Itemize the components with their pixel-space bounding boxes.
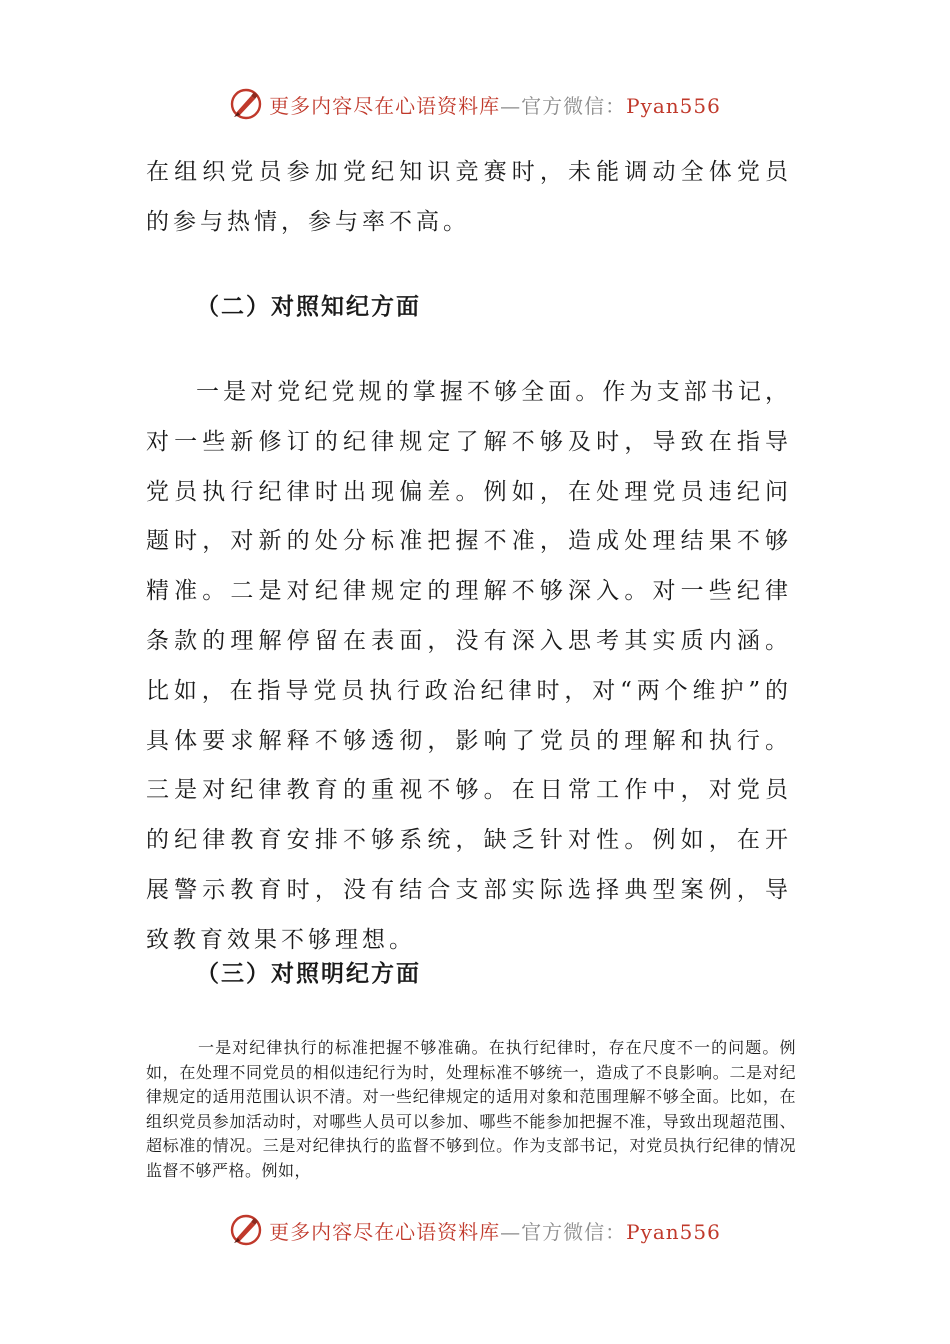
continuation-paragraph: 在组织党员参加党纪知识竞赛时，未能调动全体党员的参与热情，参与率不高。 bbox=[146, 159, 792, 235]
banner-wechat-label: 官方微信： bbox=[521, 1219, 627, 1244]
banner-wechat-label: 官方微信： bbox=[521, 93, 627, 118]
banner-title: 更多内容尽在心语资料库 bbox=[269, 93, 501, 118]
footer-banner bbox=[0, 1208, 950, 1252]
banner-text bbox=[269, 90, 721, 119]
banner-title: 更多内容尽在心语资料库 bbox=[269, 1219, 501, 1244]
section-heading-knowing-discipline: （二）对照知纪方面 bbox=[196, 293, 421, 320]
banner-dash: — bbox=[500, 1219, 522, 1244]
banner-wechat-id: Pyan556 bbox=[626, 93, 721, 118]
banner-text bbox=[269, 1216, 721, 1245]
pen-circle-logo-icon bbox=[229, 1213, 263, 1247]
section-heading-understanding-discipline: （三）对照明纪方面 bbox=[196, 960, 421, 987]
header-banner bbox=[0, 82, 950, 126]
banner-dash: — bbox=[500, 93, 522, 118]
banner-wechat-id: Pyan556 bbox=[626, 1219, 721, 1244]
section2-paragraph: 一是对党纪党规的掌握不够全面。作为支部书记，对一些新修订的纪律规定了解不够及时，导致在指导党员执行纪律时出现偏差。例如，在处理党员违纪问题时，对新的处分标准把握不准，造成处理结果不够精准。二是对纪律规定的理解不够深入。对一些纪律条款的理解停留在表面，没有深入思考其实质内涵。比如，在指导党员执行政治纪律时，对“两个维护”的具体要求解释不够透彻，影响了党员的理解和执行。三是对纪律教育的重视不够。在日常工作中，对党员的纪律教育安排不够系统，缺乏针对性。例如，在开展警示教育时，没有结合支部实际选择典型案例，导致教育效果不够理想。 bbox=[146, 379, 792, 953]
section3-paragraph: 一是对纪律执行的标准把握不够准确。在执行纪律时，存在尺度不一的问题。例如，在处理不同党员的相似违纪行为时，处理标准不够统一，造成了不良影响。二是对纪律规定的适用范围认识不清。对一些纪律规定的适用对象和范围理解不够全面。比如，在组织党员参加活动时，对哪些人员可以参加、哪些不能参加把握不准，导致出现超范围、超标准的情况。三是对纪律执行的监督不够到位。作为支部书记，对党员执行纪律的情况监督不够严格。例如， bbox=[146, 1038, 796, 1180]
pen-circle-logo-icon bbox=[229, 87, 263, 121]
